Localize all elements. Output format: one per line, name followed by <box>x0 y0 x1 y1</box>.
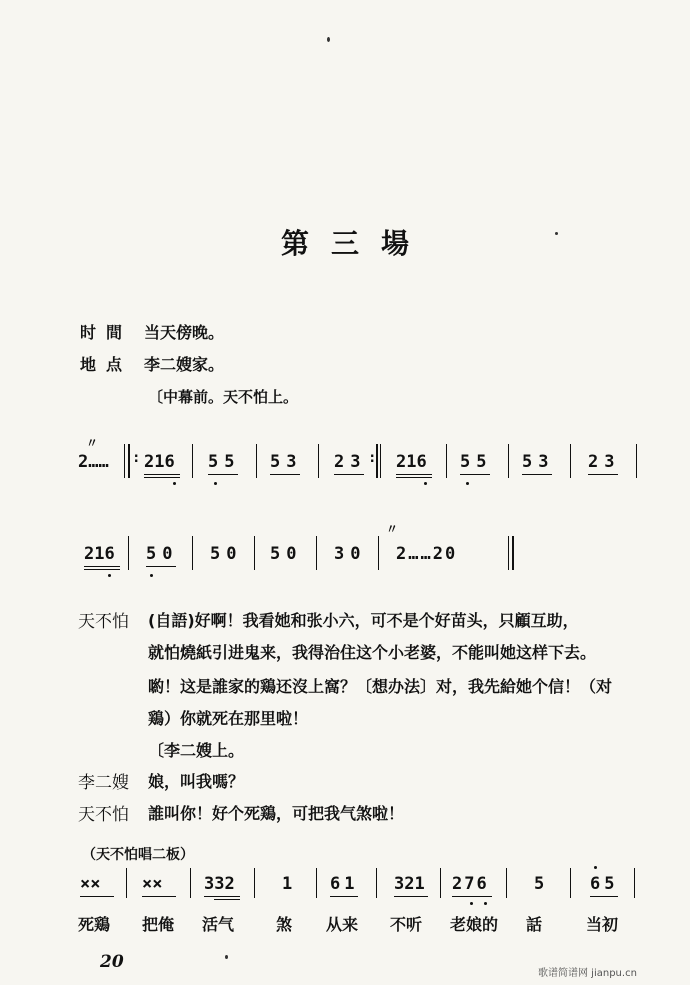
lyric: 不听 <box>390 915 423 934</box>
measure: 50 <box>146 544 179 564</box>
barline <box>256 444 257 478</box>
octave-dot <box>484 902 487 905</box>
measure: 55 <box>460 452 493 472</box>
meta-place-key: 地点 <box>80 355 133 374</box>
meta-time-value: 当天傍晚。 <box>144 323 225 342</box>
barline <box>506 868 507 898</box>
beam <box>142 896 176 897</box>
beam <box>80 896 114 897</box>
lyric: 話 <box>526 915 543 934</box>
barline <box>380 444 381 478</box>
repeat-colon: : <box>368 450 377 466</box>
barline <box>508 444 509 478</box>
measure: 276 <box>452 874 489 894</box>
beam <box>84 569 120 570</box>
barline <box>128 444 130 478</box>
beam <box>146 566 176 567</box>
barline <box>254 868 255 898</box>
measure: 30 <box>334 544 367 564</box>
barline <box>192 444 193 478</box>
lyric: 活气 <box>202 915 235 934</box>
score-line-2 <box>0 522 690 590</box>
barline <box>190 868 191 898</box>
scene-title: 第三場 <box>280 227 431 260</box>
stage-direction: 〔中幕前。天不怕上。 <box>148 388 299 406</box>
beam <box>394 896 428 897</box>
page-number: 20 <box>100 952 124 972</box>
measure: 321 <box>394 874 425 894</box>
lyric: 老娘的 <box>450 915 499 934</box>
tempo-mark: 〃 <box>86 436 99 450</box>
beam <box>214 899 240 900</box>
lyric: 从来 <box>326 915 359 934</box>
measure: 61 <box>330 874 359 894</box>
measure: 53 <box>522 452 555 472</box>
barline <box>316 536 317 570</box>
barline <box>446 444 447 478</box>
octave-dot <box>173 482 176 485</box>
beam <box>590 896 618 897</box>
role-name: 李二嫂 <box>78 773 129 793</box>
measure: 65 <box>590 874 619 894</box>
measure: 216 <box>144 452 175 472</box>
measure: 1 <box>282 874 293 894</box>
octave-dot <box>150 574 153 577</box>
beam <box>452 896 492 897</box>
measure: 50 <box>210 544 243 564</box>
barline <box>126 868 127 898</box>
aria-label: （天不怕唱二板） <box>82 847 194 863</box>
measure: 23 <box>588 452 621 472</box>
dialogue-line: 娘，叫我嗎？ <box>148 772 245 791</box>
lyric: 煞 <box>276 915 293 934</box>
meta-time <box>80 320 224 343</box>
barline <box>318 444 319 478</box>
barline <box>378 536 379 570</box>
barline <box>512 536 514 570</box>
measure: ×× <box>80 874 101 894</box>
tempo-mark: 〃 <box>386 522 399 536</box>
score-line-1 <box>0 436 690 500</box>
measure: 216 <box>84 544 115 564</box>
beam <box>396 477 432 478</box>
measure: 23 <box>334 452 367 472</box>
measure: 5 <box>534 874 545 894</box>
measure: 50 <box>270 544 303 564</box>
beam <box>204 896 240 897</box>
octave-dot <box>466 482 469 485</box>
octave-dot <box>594 866 597 869</box>
beam <box>396 474 432 475</box>
dialogue-line: 誰叫你！好个死鶏，可把我气煞啦！ <box>148 804 405 823</box>
barline <box>376 868 377 898</box>
octave-dot <box>108 574 111 577</box>
barline <box>376 444 378 478</box>
repeat-colon: : <box>132 450 141 466</box>
beam <box>84 566 120 567</box>
beam <box>144 474 180 475</box>
meta-time-key: 时間 <box>80 323 133 342</box>
dialogue-line: (自語)好啊！我看她和张小六，可不是个好苗头，只顧互助， <box>148 611 579 630</box>
score-start: 2…… <box>78 452 109 472</box>
dialogue-line: 喲！这是誰家的鶏还沒上窩？〔想办法〕对，我先給她个信！（对 <box>148 677 613 696</box>
meta-place <box>80 352 224 375</box>
meta-place-value: 李二嫂家。 <box>144 355 225 374</box>
barline <box>570 444 571 478</box>
barline <box>124 444 125 478</box>
measure: 55 <box>208 452 241 472</box>
ink-speck <box>225 955 228 959</box>
beam <box>270 474 300 475</box>
measure: 2……20 <box>396 544 458 564</box>
measure: 332 <box>204 874 235 894</box>
octave-dot <box>214 482 217 485</box>
barline <box>128 536 129 570</box>
barline <box>636 444 637 478</box>
beam <box>208 474 238 475</box>
measure: 216 <box>396 452 427 472</box>
dialogue-line: 就怕燒紙引进鬼来，我得治住这个小老婆，不能叫她这样下去。 <box>148 643 597 662</box>
barline <box>192 536 193 570</box>
beam <box>588 474 618 475</box>
measure: ×× <box>142 874 163 894</box>
lyric: 死鶏 <box>78 915 111 934</box>
lyric: 把俺 <box>142 915 175 934</box>
beam <box>330 896 358 897</box>
barline <box>254 536 255 570</box>
dialogue-line: 鶏）你就死在那里啦！ <box>148 709 309 728</box>
octave-dot <box>424 482 427 485</box>
beam <box>460 474 490 475</box>
lyric: 当初 <box>586 915 619 934</box>
stage-direction: 〔李二嫂上。 <box>148 741 245 760</box>
barline <box>508 536 509 570</box>
barline <box>316 868 317 898</box>
barline <box>634 868 635 898</box>
beam <box>144 477 180 478</box>
barline <box>570 868 571 898</box>
measure: 53 <box>270 452 303 472</box>
beam <box>522 474 552 475</box>
beam <box>334 474 364 475</box>
role-name: 天不怕 <box>78 612 129 632</box>
octave-dot <box>470 902 473 905</box>
watermark: 歌谱简谱网 jianpu.cn <box>538 968 637 979</box>
score-line-3 <box>0 868 690 948</box>
barline <box>440 868 441 898</box>
ink-speck <box>327 37 330 42</box>
role-name: 天不怕 <box>78 805 129 825</box>
